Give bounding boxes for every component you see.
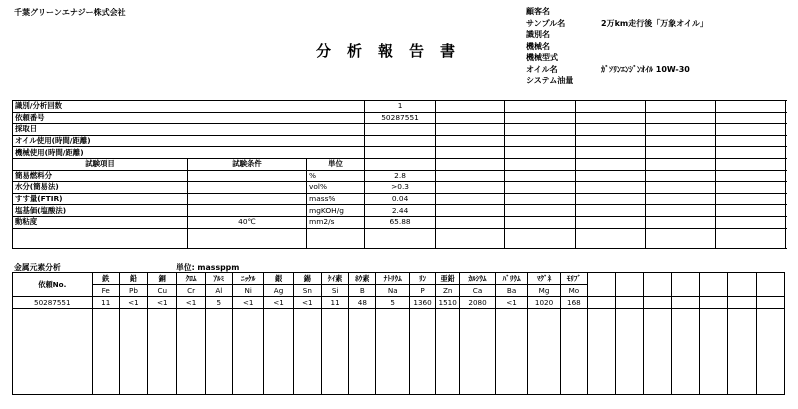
test-value: 2.44 (365, 205, 436, 217)
report-title: 分析報告書 (316, 42, 472, 60)
metal-value: 11 (92, 297, 119, 309)
info-label: オイル名 (526, 64, 558, 74)
row-value (365, 124, 436, 136)
info-label: 顧客名 (526, 7, 550, 16)
col-header-item: 試験項目 (13, 158, 188, 170)
element-jp: ﾏｸﾞﾈ (528, 273, 560, 285)
test-cond (188, 205, 307, 217)
element-symbol: Ba (495, 285, 527, 297)
element-jp: ﾓﾘﾌﾞ (560, 273, 587, 285)
metal-value: <1 (177, 297, 205, 309)
row-label: 依頼番号 (13, 112, 365, 124)
info-label: 機械名 (526, 41, 550, 51)
test-cond (188, 170, 307, 182)
test-name: 塩基価(塩酸法) (13, 205, 188, 217)
metal-value: 1510 (436, 297, 460, 309)
test-unit: mm2/s (307, 216, 365, 228)
row-label: オイル使用(時間/距離) (13, 135, 365, 147)
element-jp: 錫 (293, 273, 321, 285)
row-label: 識別/分析回数 (13, 101, 365, 113)
element-symbol: P (409, 285, 435, 297)
col-header-unit: 単位 (307, 158, 365, 170)
element-symbol: Fe (92, 285, 119, 297)
element-symbol: Mg (528, 285, 560, 297)
metal-value: <1 (293, 297, 321, 309)
element-jp: ｶﾙｼｳﾑ (460, 273, 496, 285)
table-row (13, 170, 786, 182)
info-row (526, 52, 708, 64)
row-value: 50287551 (365, 112, 436, 124)
table-row (13, 297, 785, 309)
metal-value: <1 (495, 297, 527, 309)
table-row (13, 383, 785, 395)
table-row (13, 124, 786, 136)
test-name: 動粘度 (13, 216, 188, 228)
report-info-block (526, 6, 708, 87)
info-value: 2万km走行後「万象オイル」 (601, 18, 708, 28)
element-jp: ﾎｳ素 (349, 273, 376, 285)
test-name: すす量(FTIR) (13, 193, 188, 205)
table-row (13, 193, 786, 205)
test-unit: % (307, 170, 365, 182)
element-symbol: Zn (436, 285, 460, 297)
metal-value: <1 (264, 297, 293, 309)
element-symbol: Pb (119, 285, 147, 297)
row-value (365, 147, 436, 159)
info-row (526, 64, 708, 76)
col-header-cond: 試験条件 (188, 158, 307, 170)
element-jp: 銀 (264, 273, 293, 285)
test-name: 簡易燃料分 (13, 170, 188, 182)
metals-table (12, 272, 785, 395)
sample-id: 50287551 (13, 297, 93, 309)
element-symbol: Si (321, 285, 348, 297)
element-name-row (13, 273, 785, 285)
metal-value: 11 (321, 297, 348, 309)
element-symbol: Na (376, 285, 410, 297)
element-jp: ｹｲ素 (321, 273, 348, 285)
row-value (365, 135, 436, 147)
info-row (526, 6, 708, 18)
element-jp: ﾆｯｹﾙ (232, 273, 263, 285)
test-value: 0.04 (365, 193, 436, 205)
element-jp: 鉛 (119, 273, 147, 285)
info-label: 識別名 (526, 30, 550, 39)
element-jp: ﾅﾄﾘｳﾑ (376, 273, 410, 285)
test-unit: mgKOH/g (307, 205, 365, 217)
table-row (13, 228, 786, 248)
metals-unit-label: 単位: massppm (176, 263, 240, 272)
test-cond (188, 193, 307, 205)
row-label: 機械使用(時間/距離) (13, 147, 365, 159)
metal-value: <1 (232, 297, 263, 309)
test-value: 65.88 (365, 216, 436, 228)
table-row (13, 309, 785, 383)
element-jp: ｱﾙﾐ (205, 273, 232, 285)
test-unit: mass% (307, 193, 365, 205)
metal-value: <1 (148, 297, 177, 309)
element-symbol: B (349, 285, 376, 297)
element-jp: 銅 (148, 273, 177, 285)
element-symbol: Cu (148, 285, 177, 297)
table-row (13, 101, 786, 113)
element-symbol: Ag (264, 285, 293, 297)
element-symbol: Mo (560, 285, 587, 297)
info-row (526, 75, 708, 87)
element-symbol: Al (205, 285, 232, 297)
metal-value: 1020 (528, 297, 560, 309)
test-name: 水分(簡易法) (13, 182, 188, 194)
test-value: >0.3 (365, 182, 436, 194)
metals-section-label: 金属元素分析 (14, 263, 61, 272)
element-symbol: Ni (232, 285, 263, 297)
summary-table (12, 100, 786, 249)
element-jp: ｸﾛﾑ (177, 273, 205, 285)
info-label: 機械型式 (526, 53, 558, 62)
metal-value: 2080 (460, 297, 496, 309)
table-row (13, 135, 786, 147)
metal-value: 5 (376, 297, 410, 309)
test-value: 2.8 (365, 170, 436, 182)
table-row (13, 205, 786, 217)
row-value: 1 (365, 101, 436, 113)
element-symbol: Cr (177, 285, 205, 297)
table-row (13, 147, 786, 159)
metal-value: 1360 (409, 297, 435, 309)
id-header: 依頼No. (13, 273, 93, 297)
metal-value: 168 (560, 297, 587, 309)
element-jp: 鉄 (92, 273, 119, 285)
table-row (13, 112, 786, 124)
row-label: 採取日 (13, 124, 365, 136)
test-unit: vol% (307, 182, 365, 194)
company-name: 千葉グリーンエナジー株式会社 (14, 8, 126, 17)
metal-value: 5 (205, 297, 232, 309)
info-label: システム油量 (526, 76, 574, 85)
test-cond: 40℃ (188, 216, 307, 228)
test-cond (188, 182, 307, 194)
info-row (526, 18, 708, 30)
column-header-row (13, 158, 786, 170)
element-jp: ﾊﾞﾘｳﾑ (495, 273, 527, 285)
info-value: ｶﾞｿﾘﾝｴﾝｼﾞﾝｵｲﾙ 10W-30 (601, 64, 690, 74)
info-row (526, 41, 708, 53)
element-symbol: Sn (293, 285, 321, 297)
info-label: サンプル名 (526, 18, 566, 28)
table-row (13, 182, 786, 194)
info-row (526, 29, 708, 41)
element-jp: 亜鉛 (436, 273, 460, 285)
table-row (13, 216, 786, 228)
element-symbol: Ca (460, 285, 496, 297)
metal-value: <1 (119, 297, 147, 309)
metal-value: 48 (349, 297, 376, 309)
element-jp: ﾘﾝ (409, 273, 435, 285)
